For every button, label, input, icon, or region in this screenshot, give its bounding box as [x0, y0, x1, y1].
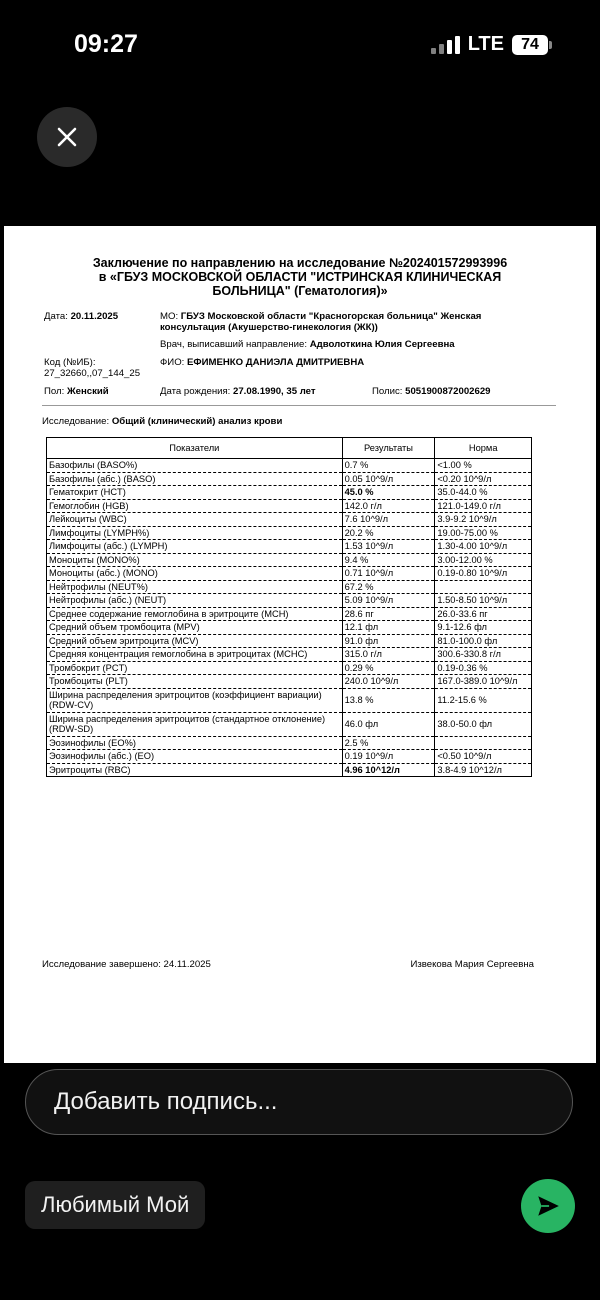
table-row — [47, 526, 532, 540]
norm-cell: 0.19-0.36 % — [435, 661, 532, 675]
norm-cell: 81.0-100.0 фл — [435, 634, 532, 648]
indicator-cell: Ширина распределения эритроцитов (стандартное отклонение) (RDW-SD) — [47, 712, 343, 736]
table-row — [47, 580, 532, 594]
completed-date: Исследование завершено: 24.11.2025 — [42, 959, 211, 970]
status-time: 09:27 — [74, 30, 138, 58]
header-result: Результаты — [342, 438, 435, 459]
norm-cell: 3.8-4.9 10^12/л — [435, 763, 532, 777]
document-image — [4, 226, 596, 1063]
indicator-cell: Гемоглобин (HGB) — [47, 499, 343, 513]
signer-name: Извекова Мария Сергеевна — [410, 959, 534, 970]
indicator-cell: Эозинофилы (EO%) — [47, 736, 343, 750]
result-cell: 13.8 % — [342, 688, 435, 712]
table-row — [47, 688, 532, 712]
result-cell: 4.96 10^12/л — [342, 763, 435, 777]
study-field: Исследование: Общий (клинический) анализ крови — [42, 416, 283, 427]
result-cell: 240.0 10^9/л — [342, 675, 435, 689]
norm-cell: 19.00-75.00 % — [435, 526, 532, 540]
result-cell: 67.2 % — [342, 580, 435, 594]
result-cell: 9.4 % — [342, 553, 435, 567]
norm-cell — [435, 580, 532, 594]
indicator-cell: Лейкоциты (WBC) — [47, 513, 343, 527]
table-row — [47, 661, 532, 675]
indicator-cell: Нейтрофилы (абс.) (NEUT) — [47, 594, 343, 608]
battery-level: 74 — [512, 35, 548, 55]
table-row — [47, 540, 532, 554]
result-cell: 0.29 % — [342, 661, 435, 675]
table-row — [47, 750, 532, 764]
indicator-cell: Нейтрофилы (NEUT%) — [47, 580, 343, 594]
table-row — [47, 648, 532, 662]
indicator-cell: Среднее содержание гемоглобина в эритроците (MCH) — [47, 607, 343, 621]
norm-cell: <0.20 10^9/л — [435, 472, 532, 486]
table-row — [47, 459, 532, 473]
network-type: LTE — [467, 33, 504, 55]
table-row — [47, 675, 532, 689]
code-field: Код (№ИБ): 27_32660,,07_144_25 — [44, 357, 141, 379]
table-row — [47, 712, 532, 736]
table-row — [47, 621, 532, 635]
norm-cell: 121.0-149.0 г/л — [435, 499, 532, 513]
table-row — [47, 472, 532, 486]
result-cell: 0.19 10^9/л — [342, 750, 435, 764]
birth-field: Дата рождения: 27.08.1990, 35 лет — [160, 386, 316, 397]
norm-cell: <1.00 % — [435, 459, 532, 473]
indicator-cell: Эозинофилы (абс.) (EO) — [47, 750, 343, 764]
status-indicators — [431, 33, 552, 56]
result-cell: 1.53 10^9/л — [342, 540, 435, 554]
indicator-cell: Эритроциты (RBC) — [47, 763, 343, 777]
norm-cell: 26.0-33.6 пг — [435, 607, 532, 621]
result-cell: 45.0 % — [342, 486, 435, 500]
table-row — [47, 486, 532, 500]
norm-cell: 1.50-8.50 10^9/л — [435, 594, 532, 608]
result-cell: 142.0 г/л — [342, 499, 435, 513]
table-row — [47, 634, 532, 648]
result-cell: 12.1 фл — [342, 621, 435, 635]
indicator-cell: Гематокрит (HCT) — [47, 486, 343, 500]
signal-icon — [431, 36, 460, 54]
result-cell: 7.6 10^9/л — [342, 513, 435, 527]
fio-field: ФИО: ЕФИМЕНКО ДАНИЭЛА ДМИТРИЕВНА — [160, 357, 365, 368]
table-row — [47, 567, 532, 581]
send-button[interactable] — [521, 1179, 575, 1233]
sex-field: Пол: Женский — [44, 386, 109, 397]
result-cell: 5.09 10^9/л — [342, 594, 435, 608]
norm-cell: <0.50 10^9/л — [435, 750, 532, 764]
indicator-cell: Лимфоциты (LYMPH%) — [47, 526, 343, 540]
norm-cell: 167.0-389.0 10^9/л — [435, 675, 532, 689]
result-cell: 28.6 пг — [342, 607, 435, 621]
close-button[interactable] — [37, 107, 97, 167]
table-row — [47, 553, 532, 567]
battery-icon — [512, 35, 552, 55]
norm-cell: 3.9-9.2 10^9/л — [435, 513, 532, 527]
recipient-name: Любимый Мой — [41, 1192, 190, 1217]
indicator-cell: Средняя концентрация гемоглобина в эритроцитах (MCHC) — [47, 648, 343, 662]
indicator-cell: Моноциты (MONO%) — [47, 553, 343, 567]
mo-field: МО: ГБУЗ Московской области "Красногорская больница" Женская консультация (Акушерство-гинекология (ЖК)) — [160, 311, 482, 333]
recipient-chip[interactable] — [25, 1181, 205, 1229]
norm-cell: 35.0-44.0 % — [435, 486, 532, 500]
close-icon — [55, 125, 79, 149]
header-norm: Норма — [435, 438, 532, 459]
norm-cell: 0.19-0.80 10^9/л — [435, 567, 532, 581]
indicator-cell: Средний объем тромбоцита (MPV) — [47, 621, 343, 635]
indicator-cell: Тромбоциты (PLT) — [47, 675, 343, 689]
results-table — [46, 437, 532, 777]
caption-placeholder: Добавить подпись... — [54, 1088, 278, 1115]
result-cell: 315.0 г/л — [342, 648, 435, 662]
table-row — [47, 594, 532, 608]
result-cell: 0.05 10^9/л — [342, 472, 435, 486]
indicator-cell: Моноциты (абс.) (MONO) — [47, 567, 343, 581]
norm-cell: 3.00-12.00 % — [435, 553, 532, 567]
document-title: Заключение по направлению на исследование №202401572993996 в «ГБУЗ МОСКОВСКОЙ ОБЛАСТИ "ИСТРИНСКАЯ КЛИНИЧЕСКАЯ БОЛЬНИЦА" (Гематология)» — [92, 256, 508, 298]
result-cell: 2.5 % — [342, 736, 435, 750]
norm-cell — [435, 736, 532, 750]
norm-cell: 11.2-15.6 % — [435, 688, 532, 712]
table-row — [47, 513, 532, 527]
result-cell: 20.2 % — [342, 526, 435, 540]
doctor-field: Врач, выписавший направление: Адволоткина Юлия Сергеевна — [160, 339, 455, 350]
policy-field: Полис: 5051900872002629 — [372, 386, 491, 397]
date-field: Дата: 20.11.2025 — [44, 311, 119, 322]
indicator-cell: Тромбокрит (PCT) — [47, 661, 343, 675]
indicator-cell: Лимфоциты (абс.) (LYMPH) — [47, 540, 343, 554]
header-indicator: Показатели — [47, 438, 343, 459]
result-cell: 0.7 % — [342, 459, 435, 473]
norm-cell: 38.0-50.0 фл — [435, 712, 532, 736]
table-row — [47, 499, 532, 513]
norm-cell: 300.6-330.8 г/л — [435, 648, 532, 662]
divider — [42, 405, 556, 406]
result-cell: 46.0 фл — [342, 712, 435, 736]
caption-input[interactable] — [25, 1069, 573, 1135]
indicator-cell: Ширина распределения эритроцитов (коэффициент вариации) (RDW-CV) — [47, 688, 343, 712]
table-row — [47, 763, 532, 777]
indicator-cell: Базофилы (абс.) (BASO) — [47, 472, 343, 486]
result-cell: 91.0 фл — [342, 634, 435, 648]
norm-cell: 1.30-4.00 10^9/л — [435, 540, 532, 554]
indicator-cell: Базофилы (BASO%) — [47, 459, 343, 473]
send-icon — [535, 1193, 561, 1219]
result-cell: 0.71 10^9/л — [342, 567, 435, 581]
indicator-cell: Средний объем эритроцита (MCV) — [47, 634, 343, 648]
table-row — [47, 607, 532, 621]
norm-cell: 9.1-12.6 фл — [435, 621, 532, 635]
table-row — [47, 736, 532, 750]
